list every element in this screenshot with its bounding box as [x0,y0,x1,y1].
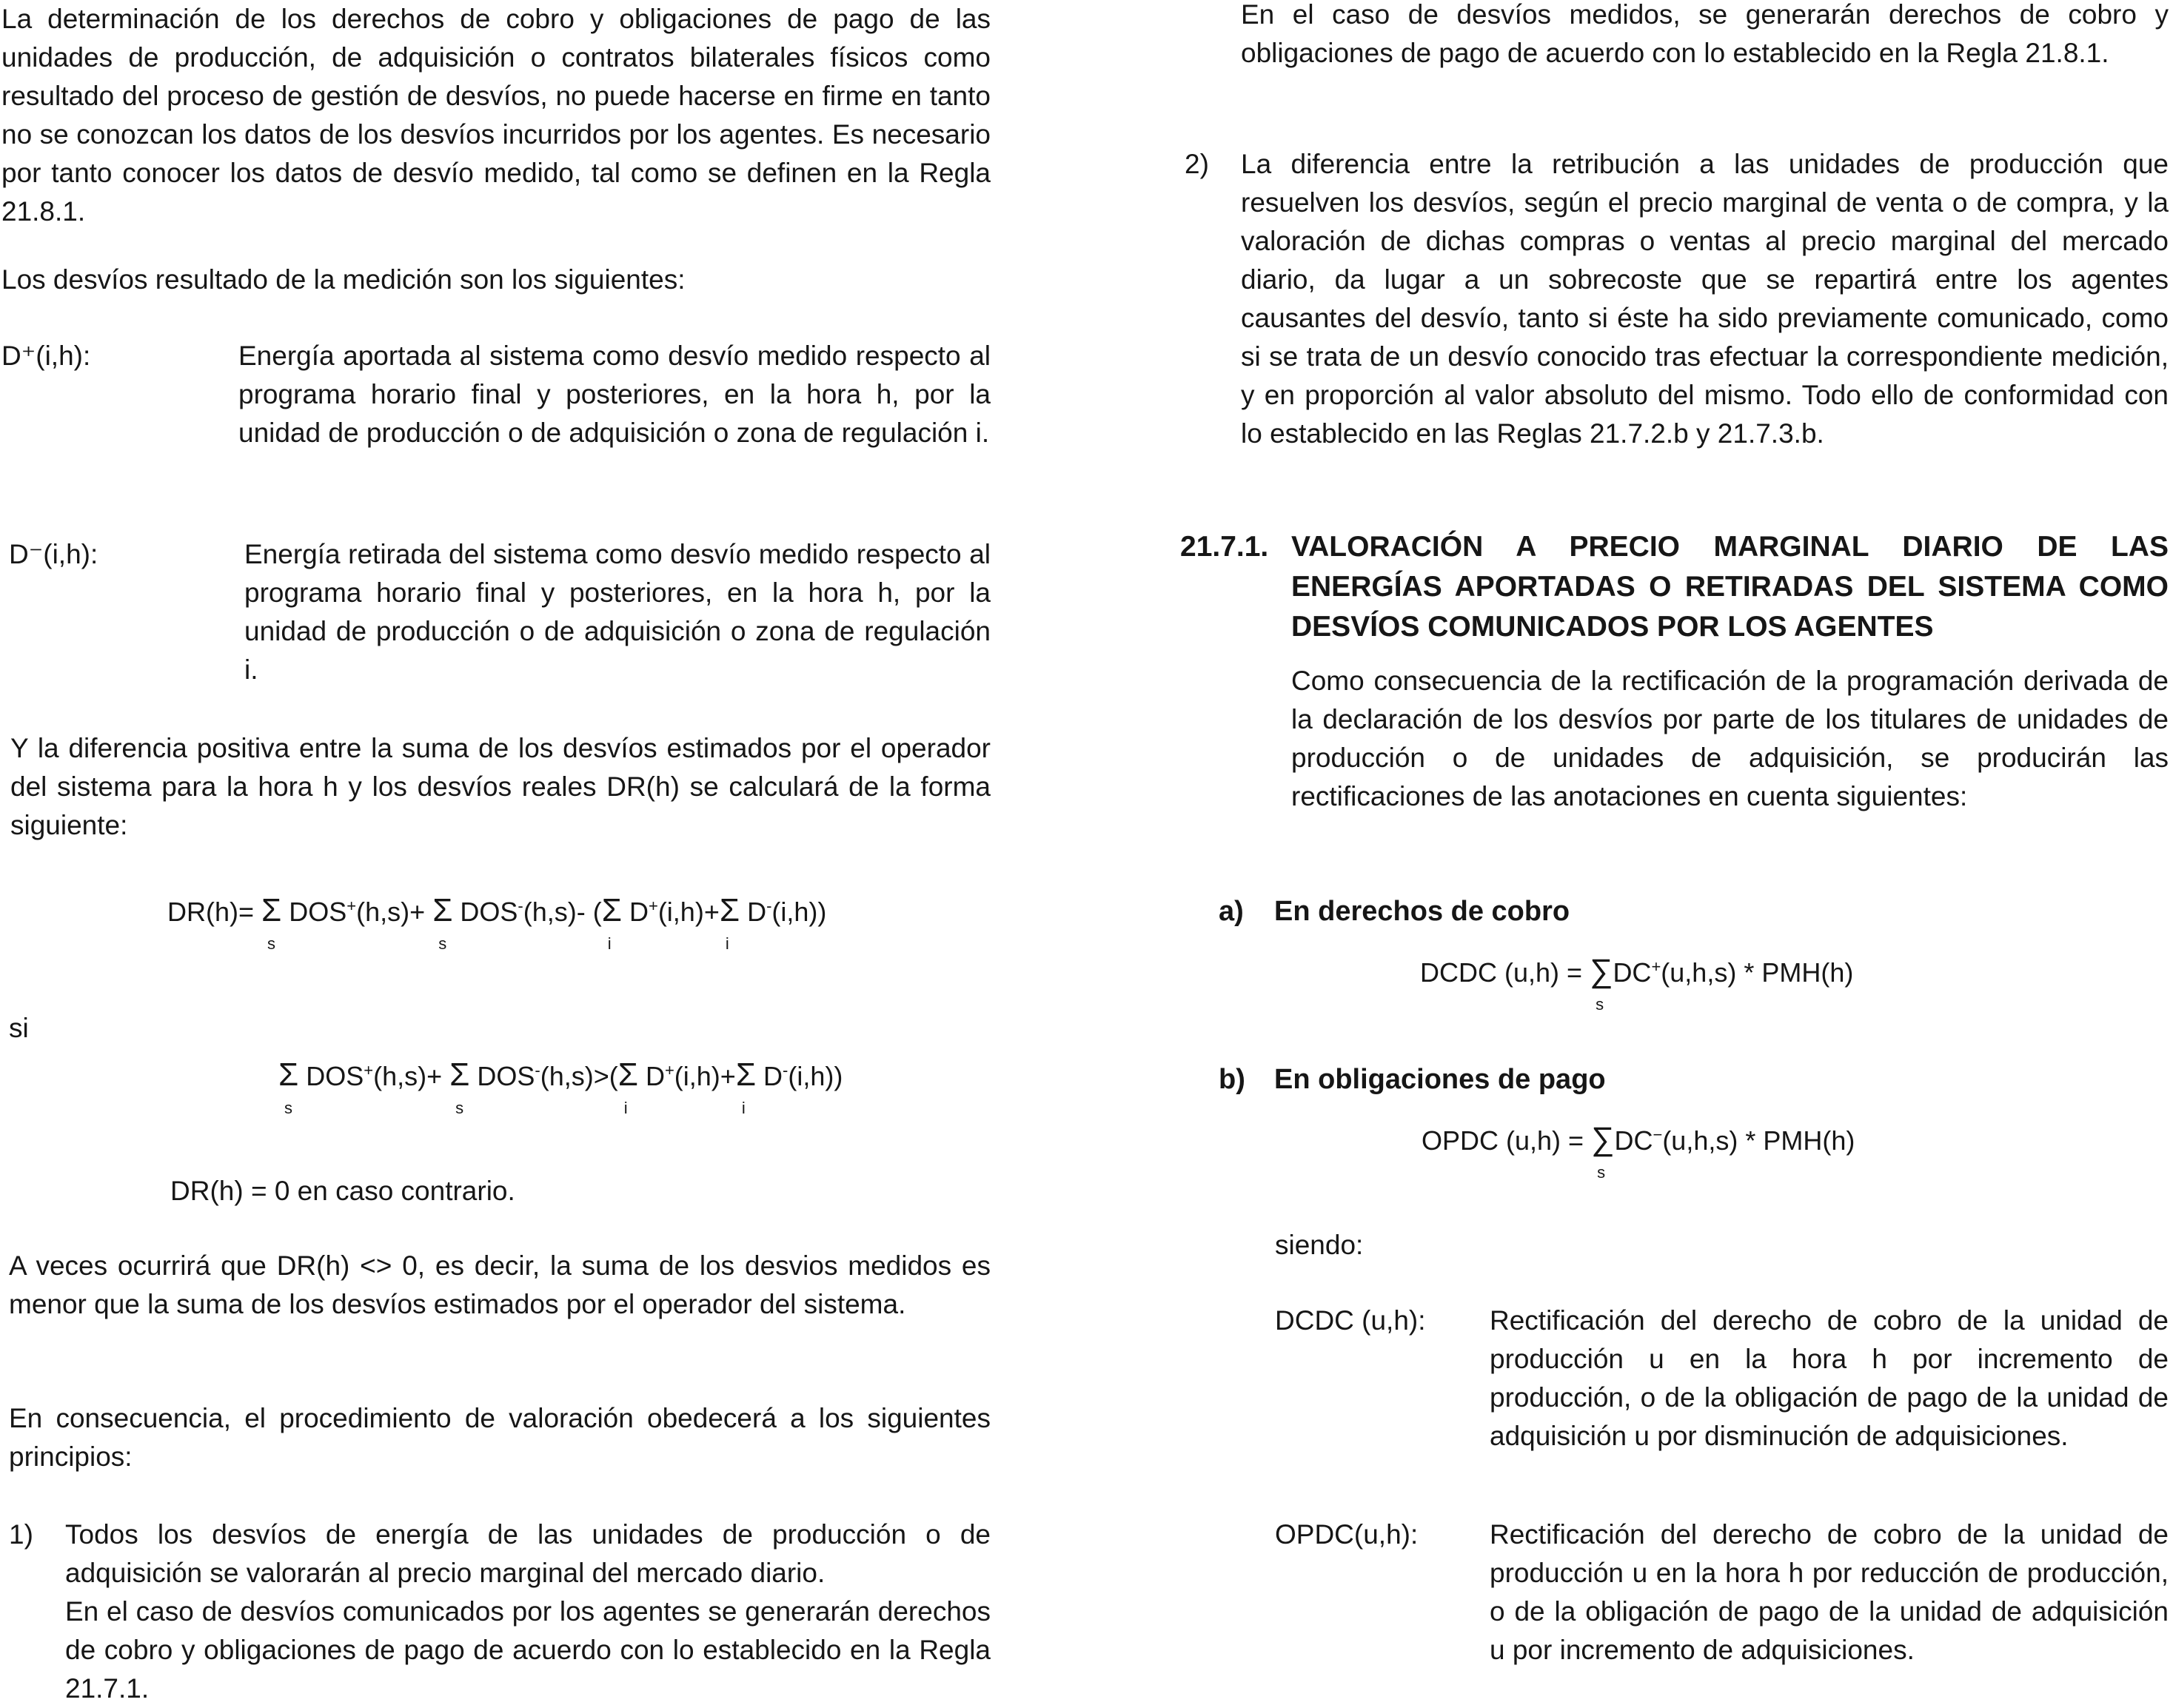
subsection-b [1219,1060,1606,1099]
formula-term: DOS [289,897,347,927]
formula-term: D [629,897,649,927]
subsection-marker: a) [1219,896,1244,927]
section-title: VALORACIÓN A PRECIO MARGINAL DIARIO DE LAS ENERGÍAS APORTADAS O RETIRADAS DEL SISTEMA COMO DESVÍOS COMUNICADOS POR LOS AGENTES [1291,531,2169,643]
como-paragraph: Como consecuencia de la rectificación de la programación derivada de la declaración de los desvíos por parte de los titulares de unidades de producción o de unidades de adquisición, se producirán las rectificaciones de las anotaciones en cuenta siguientes: [1291,666,2169,811]
formula-term: DOS [477,1061,535,1091]
sigma-symbol: Σ i [617,1056,638,1117]
definition-dplus [1,337,991,452]
section-heading [1180,527,2169,647]
aveces-paragraph: A veces ocurrirá que DR(h) <> 0, es decir, la suma de los desvios medidos es menor que la suma de los desvíos estimados por el operador del sistema. [9,1250,991,1319]
formula-term: D [747,897,767,927]
list-marker: 2) [1185,149,1209,179]
definition-dminus [9,535,991,689]
definition-opdc [1275,1516,2169,1670]
definition-description: Rectificación del derecho de cobro de la unidad de producción u en la hora h por incremento de producción, o de la obligación de pago de la unidad de adquisición u por disminución de adquisiciones. [1490,1305,2169,1451]
intro-paragraph: La determinación de los derechos de cobro y obligaciones de pago de las unidades de producción, de adquisición o contratos bilaterales físicos como resultado del proceso de gestión de desvíos, no puede hacerse en firme en tanto no se conozcan los datos de los desvíos incurridos por los agentes. Es necesario por tanto conocer los datos de desvío medido, tal como se definen en la Regla 21.8.1. [1,4,991,227]
sigma-symbol: Σ s [261,892,282,953]
definition-description: Energía retirada del sistema como desvío medido respecto al programa horario final y posteriores, en la hora h, por la unidad de producción o de adquisición o zona de regulación i. [244,539,991,685]
definition-term: D⁺(i,h): [1,341,91,371]
formula-lhs: DR(h)= [167,897,255,927]
sigma-symbol: ∑ s [1591,1121,1615,1182]
sigma-symbol: Σ i [601,892,622,953]
sigma-symbol: Σ s [278,1056,299,1117]
desvios-intro: Los desvíos resultado de la medición son los siguientes: [1,264,686,295]
definition-description: Energía aportada al sistema como desvío medido respecto al programa horario final y posteriores, en la hora h, por la unidad de producción o de adquisición o zona de regulación i. [238,341,991,448]
formula-opdc: OPDC (u,h) = ∑ s DC−(u,h,s) * PMH(h) [1422,1121,1855,1182]
definition-term: OPDC(u,h): [1275,1519,1419,1550]
principle-item-2 [1185,145,2169,453]
definition-term: DCDC (u,h): [1275,1305,1426,1336]
subsection-label: En derechos de cobro [1274,896,1570,927]
subsection-label: En obligaciones de pago [1274,1064,1606,1095]
definition-dcdc [1275,1302,2169,1456]
sigma-symbol: Σ s [432,892,453,953]
siendo-label: siendo: [1275,1230,1364,1260]
formula-term: DC [1613,957,1652,988]
principle-1-text: Todos los desvíos de energía de las unidades de producción o de adquisición se valorarán al precio marginal del mercado diario. [65,1519,991,1588]
principle-item-1 [9,1516,991,1708]
definition-description: Rectificación del derecho de cobro de la unidad de producción u en la hora h por reducción de producción, o de la obligación de pago de la unidad de adquisición u por incremento de adquisiciones. [1490,1519,2169,1665]
formula-term: D [763,1061,783,1091]
formula-term: D [645,1061,665,1091]
formula-dr: DR(h)= Σ s DOS+(h,s)+ Σ s DOS-(h,s)- (Σ i D+(i,h)+Σ i D-(i,h)) [167,892,827,953]
formula-term: DC [1614,1125,1653,1156]
sigma-symbol: Σ s [449,1056,470,1117]
formula-condition: Σ s DOS+(h,s)+ Σ s DOS-(h,s)>(Σ i D+(i,h)+Σ i D-(i,h)) [278,1056,843,1117]
definition-term: D⁻(i,h): [9,539,98,569]
sigma-symbol: Σ i [735,1056,757,1117]
sigma-symbol: Σ i [719,892,740,953]
formula-dcdc: DCDC (u,h) = ∑ s DC+(u,h,s) * PMH(h) [1420,953,1854,1014]
formula-term: DOS [306,1061,364,1091]
subsection-marker: b) [1219,1064,1245,1095]
section-number: 21.7.1. [1180,531,1269,563]
formula-term: DOS [460,897,518,927]
list-marker: 1) [9,1519,33,1550]
principle-2-text: La diferencia entre la retribución a las unidades de producción que resuelven los desvíos, según el precio marginal de venta o de compra, y la valoración de dichas compras o ventas al precio marginal del mercado diario, da lugar a un sobrecoste que se repartirá entre los agentes causantes del desvío, tanto si éste ha sido previamente comunicado, como si se trata de un desvío conocido tras efectuar la correspondiente medición, y en proporción al valor absoluto del mismo. Todo ello de conformidad con lo establecido en las Reglas 21.7.2.b y 21.7.3.b. [1241,149,2169,449]
medidos-paragraph: En el caso de desvíos medidos, se generarán derechos de cobro y obligaciones de pago de acuerdo con lo establecido en la Regla 21.8.1. [1241,0,2169,68]
principle-1-comunicados: En el caso de desvíos comunicados por los agentes se generarán derechos de cobro y obligaciones de pago de acuerdo con lo establecido en la Regla 21.7.1. [65,1596,991,1704]
formula-lhs: OPDC (u,h) = [1422,1125,1584,1156]
sigma-symbol: ∑ s [1590,953,1613,1014]
formula-lhs: DCDC (u,h) = [1420,957,1583,988]
subsection-a [1219,892,1570,931]
consecuencia-paragraph: En consecuencia, el procedimiento de valoración obedecerá a los siguientes principios: [9,1403,991,1472]
si-label: si [9,1013,29,1043]
dr-zero-line: DR(h) = 0 en caso contrario. [170,1176,515,1206]
diferencia-paragraph: Y la diferencia positiva entre la suma de los desvíos estimados por el operador del sistema para la hora h y los desvíos reales DR(h) se calculará de la forma siguiente: [10,733,991,840]
